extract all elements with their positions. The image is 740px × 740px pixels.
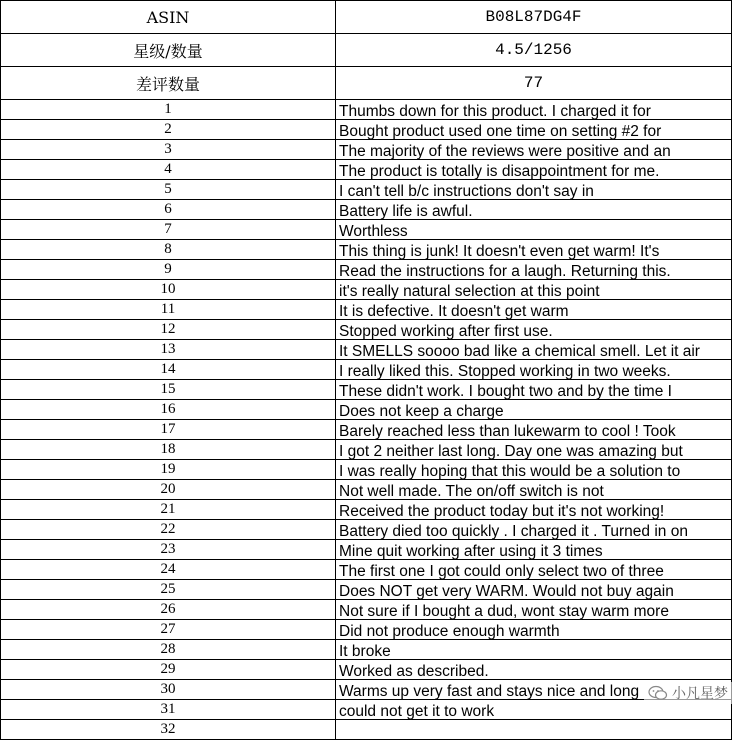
table-row: [1, 180, 732, 200]
review-text: It is defective. It doesn't get warm: [339, 303, 569, 320]
review-number-cell[interactable]: 7: [1, 220, 336, 240]
review-text: Not sure if I bought a dud, wont stay warm more: [339, 603, 669, 620]
review-text: Barely reached less than lukewarm to cool ! Took: [339, 423, 676, 440]
table-row: [1, 420, 732, 440]
review-text: It broke: [339, 643, 391, 660]
review-text: These didn't work. I bought two and by the time I: [339, 383, 672, 400]
review-text-cell[interactable]: [336, 380, 732, 400]
asin-label[interactable]: ASIN: [1, 1, 336, 34]
review-text: Not well made. The on/off switch is not: [339, 483, 604, 500]
review-text: Bought product used one time on setting #2 for: [339, 123, 662, 140]
review-number-cell[interactable]: 3: [1, 140, 336, 160]
table-row: [1, 640, 732, 660]
review-text: Worthless: [339, 223, 408, 240]
review-text: Did not produce enough warmth: [339, 623, 560, 640]
review-text-cell[interactable]: [336, 600, 732, 620]
review-text-cell[interactable]: [336, 200, 732, 220]
table-row: [1, 240, 732, 260]
review-number-cell[interactable]: 2: [1, 120, 336, 140]
review-text: The majority of the reviews were positive and an: [339, 143, 671, 160]
table-row: [1, 500, 732, 520]
review-number-cell[interactable]: 1: [1, 100, 336, 120]
review-number-cell[interactable]: 14: [1, 360, 336, 380]
review-text-cell[interactable]: [336, 340, 732, 360]
review-text: It SMELLS soooo bad like a chemical smell. Let it air: [339, 343, 700, 360]
table-row: [1, 400, 732, 420]
review-number-cell[interactable]: 19: [1, 460, 336, 480]
review-text: I really liked this. Stopped working in two weeks.: [339, 363, 671, 380]
review-text: could not get it to work: [339, 703, 495, 720]
review-text: Battery life is awful.: [339, 203, 473, 220]
review-text-cell[interactable]: [336, 720, 732, 740]
review-text: The first one I got could only select two of three: [339, 563, 664, 580]
table-row: [1, 260, 732, 280]
negative-count-row: [1, 67, 732, 100]
table-row: [1, 100, 732, 120]
table-row: [1, 560, 732, 580]
review-text-cell[interactable]: [336, 580, 732, 600]
table-row: [1, 700, 732, 720]
review-text-cell[interactable]: [336, 660, 732, 680]
table-row: [1, 620, 732, 640]
review-text-cell[interactable]: [336, 640, 732, 660]
review-text-cell[interactable]: [336, 240, 732, 260]
review-text-cell[interactable]: [336, 620, 732, 640]
review-text: I can't tell b/c instructions don't say in: [339, 183, 594, 200]
review-text-cell[interactable]: [336, 220, 732, 240]
review-number-cell[interactable]: 24: [1, 560, 336, 580]
table-row: [1, 580, 732, 600]
review-number-cell[interactable]: 11: [1, 300, 336, 320]
table-row: [1, 460, 732, 480]
review-rows: [1, 100, 732, 740]
review-number-cell[interactable]: 30: [1, 680, 336, 700]
review-number-cell[interactable]: 29: [1, 660, 336, 680]
table-row: [1, 340, 732, 360]
review-number-cell[interactable]: 12: [1, 320, 336, 340]
review-text: This thing is junk! It doesn't even get warm! It's: [339, 243, 660, 260]
review-text-cell[interactable]: [336, 260, 732, 280]
review-text: Warms up very fast and stays nice and long: [339, 683, 640, 700]
rating-label[interactable]: 星级/数量: [1, 34, 336, 67]
negative-count-value[interactable]: 77: [336, 67, 732, 100]
review-text-cell[interactable]: [336, 500, 732, 520]
review-number-cell[interactable]: 28: [1, 640, 336, 660]
review-text: Battery died too quickly . I charged it . Turned in on: [339, 523, 688, 540]
table-row: [1, 600, 732, 620]
review-text: Does NOT get very WARM. Would not buy again: [339, 583, 674, 600]
review-number-cell[interactable]: 5: [1, 180, 336, 200]
table-row: [1, 520, 732, 540]
review-text-cell[interactable]: [336, 400, 732, 420]
review-number-cell[interactable]: 23: [1, 540, 336, 560]
review-number-cell[interactable]: 6: [1, 200, 336, 220]
review-text-cell[interactable]: [336, 120, 732, 140]
review-text-cell[interactable]: [336, 520, 732, 540]
review-text: Does not keep a charge: [339, 403, 504, 420]
review-text-cell[interactable]: [336, 360, 732, 380]
review-text-cell[interactable]: [336, 320, 732, 340]
review-number-cell[interactable]: 25: [1, 580, 336, 600]
negative-count-label[interactable]: 差评数量: [1, 67, 336, 100]
review-number-cell[interactable]: 20: [1, 480, 336, 500]
watermark-text: 小凡星梦: [672, 686, 728, 702]
review-text-cell[interactable]: [336, 480, 732, 500]
review-text-cell[interactable]: [336, 280, 732, 300]
table-row: [1, 220, 732, 240]
table-row: [1, 200, 732, 220]
review-text-cell[interactable]: [336, 180, 732, 200]
review-text: [339, 722, 731, 739]
review-text: Received the product today but it's not working!: [339, 503, 665, 520]
review-text: it's really natural selection at this point: [339, 283, 600, 300]
review-number-cell[interactable]: 31: [1, 700, 336, 720]
review-text-cell[interactable]: [336, 460, 732, 480]
review-text-cell[interactable]: [336, 420, 732, 440]
review-number-cell[interactable]: 15: [1, 380, 336, 400]
review-text: The product is totally is disappointment for me.: [339, 163, 660, 180]
review-text-cell[interactable]: [336, 540, 732, 560]
wechat-icon: [648, 685, 668, 701]
table-row: [1, 440, 732, 460]
table-row: [1, 320, 732, 340]
review-number-cell[interactable]: 8: [1, 240, 336, 260]
table-row: [1, 480, 732, 500]
review-text: Thumbs down for this product. I charged it for: [339, 103, 651, 120]
table-row: [1, 360, 732, 380]
review-text: Worked as described.: [339, 663, 489, 680]
table-row: [1, 720, 732, 740]
table-row: [1, 540, 732, 560]
table-row: [1, 680, 732, 700]
asin-row: [1, 1, 732, 34]
review-text: I was really hoping that this would be a solution to: [339, 463, 681, 480]
table-row: [1, 660, 732, 680]
review-number-cell[interactable]: 10: [1, 280, 336, 300]
asin-value[interactable]: B08L87DG4F: [336, 1, 732, 34]
table-row: [1, 280, 732, 300]
review-number-cell[interactable]: 17: [1, 420, 336, 440]
review-number-cell[interactable]: 13: [1, 340, 336, 360]
review-number-cell[interactable]: 4: [1, 160, 336, 180]
review-number-cell[interactable]: 26: [1, 600, 336, 620]
table-row: [1, 140, 732, 160]
review-number-cell[interactable]: 16: [1, 400, 336, 420]
review-text: Read the instructions for a laugh. Returning this.: [339, 263, 671, 280]
table-row: [1, 300, 732, 320]
review-text-cell[interactable]: [336, 560, 732, 580]
review-number-cell[interactable]: 9: [1, 260, 336, 280]
review-number-cell[interactable]: 21: [1, 500, 336, 520]
review-text: Stopped working after first use.: [339, 323, 553, 340]
rating-row: [1, 34, 732, 67]
watermark: [644, 682, 732, 704]
review-number-cell[interactable]: 27: [1, 620, 336, 640]
table-row: [1, 120, 732, 140]
review-number-cell[interactable]: 22: [1, 520, 336, 540]
review-text-cell[interactable]: [336, 440, 732, 460]
review-number-cell[interactable]: 32: [1, 720, 336, 740]
review-number-cell[interactable]: 18: [1, 440, 336, 460]
review-text: I got 2 neither last long. Day one was amazing but: [339, 443, 683, 460]
table-row: [1, 380, 732, 400]
table-row: [1, 160, 732, 180]
review-text-cell[interactable]: [336, 300, 732, 320]
review-text-cell[interactable]: [336, 100, 732, 120]
review-text: Mine quit working after using it 3 times: [339, 543, 603, 560]
rating-value[interactable]: 4.5/1256: [336, 34, 732, 67]
review-text-cell[interactable]: [336, 140, 732, 160]
review-text-cell[interactable]: [336, 160, 732, 180]
